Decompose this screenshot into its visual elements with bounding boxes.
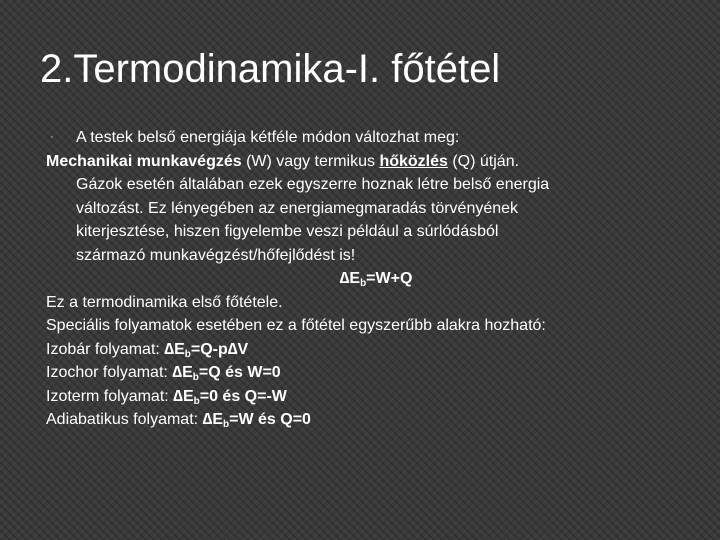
- intro-line: [46, 126, 706, 150]
- intro-text: A testek belső energiája kétféle módon változhat meg:: [76, 129, 460, 146]
- heat-transfer-term: hőközlés: [379, 152, 448, 170]
- formula-subscript: b: [360, 278, 367, 289]
- explanation-line: Gázok esetén általában ezek egyszerre hoznak létre belső energia: [76, 176, 550, 193]
- process-label: Izobár folyamat:: [46, 340, 165, 358]
- first-law-statement: Ez a termodinamika első főtétele.: [46, 293, 283, 311]
- formula-delta: ∆E: [339, 270, 361, 287]
- first-law-formula: [46, 267, 706, 291]
- process-formula: =Q és W=0: [198, 364, 281, 381]
- process-isobaric: [46, 338, 706, 362]
- process-delta: ∆E: [173, 387, 194, 405]
- process-isochoric: [46, 361, 706, 385]
- process-adiabatic: [46, 408, 706, 432]
- process-subscript: b: [184, 348, 191, 360]
- process-delta: ∆E: [164, 340, 185, 358]
- mechanical-work-term: Mechanikai munkavégzés: [46, 152, 242, 170]
- process-subscript: b: [192, 372, 199, 383]
- explanation-line: kiterjesztése, hiszen figyelembe veszi például a súrlódásból: [76, 223, 499, 240]
- slide-body: [46, 126, 706, 432]
- process-delta: ∆E: [202, 411, 223, 428]
- explanation-line: változást. Ez lényegében az energiamegmaradás törvényének: [76, 199, 519, 217]
- process-isothermal: [46, 385, 706, 409]
- work-heat-tail: (Q) útján.: [447, 152, 520, 170]
- process-formula: =W és Q=0: [229, 411, 311, 428]
- process-delta: ∆E: [172, 364, 193, 381]
- process-formula: =Q-p∆V: [190, 340, 249, 358]
- process-label: Izoterm folyamat:: [46, 387, 174, 405]
- bullet-icon: ·: [50, 131, 54, 143]
- work-heat-text: (W) vagy termikus: [241, 152, 380, 170]
- work-heat-line: [46, 150, 706, 174]
- process-subscript: b: [193, 395, 200, 407]
- slide-title: 2.Termodinamika-I. főtétel: [40, 47, 501, 91]
- formula-rhs: =W+Q: [366, 270, 413, 287]
- special-processes-intro: Speciális folyamatok esetében ez a főtétel egyszerűbb alakra hozható:: [46, 317, 546, 334]
- process-subscript: b: [223, 419, 230, 430]
- process-label: Izochor folyamat:: [46, 364, 173, 381]
- process-formula: =0 és Q=-W: [199, 387, 287, 405]
- process-label: Adiabatikus folyamat:: [46, 411, 203, 428]
- explanation-line: származó munkavégzést/hőfejlődést is!: [76, 246, 356, 264]
